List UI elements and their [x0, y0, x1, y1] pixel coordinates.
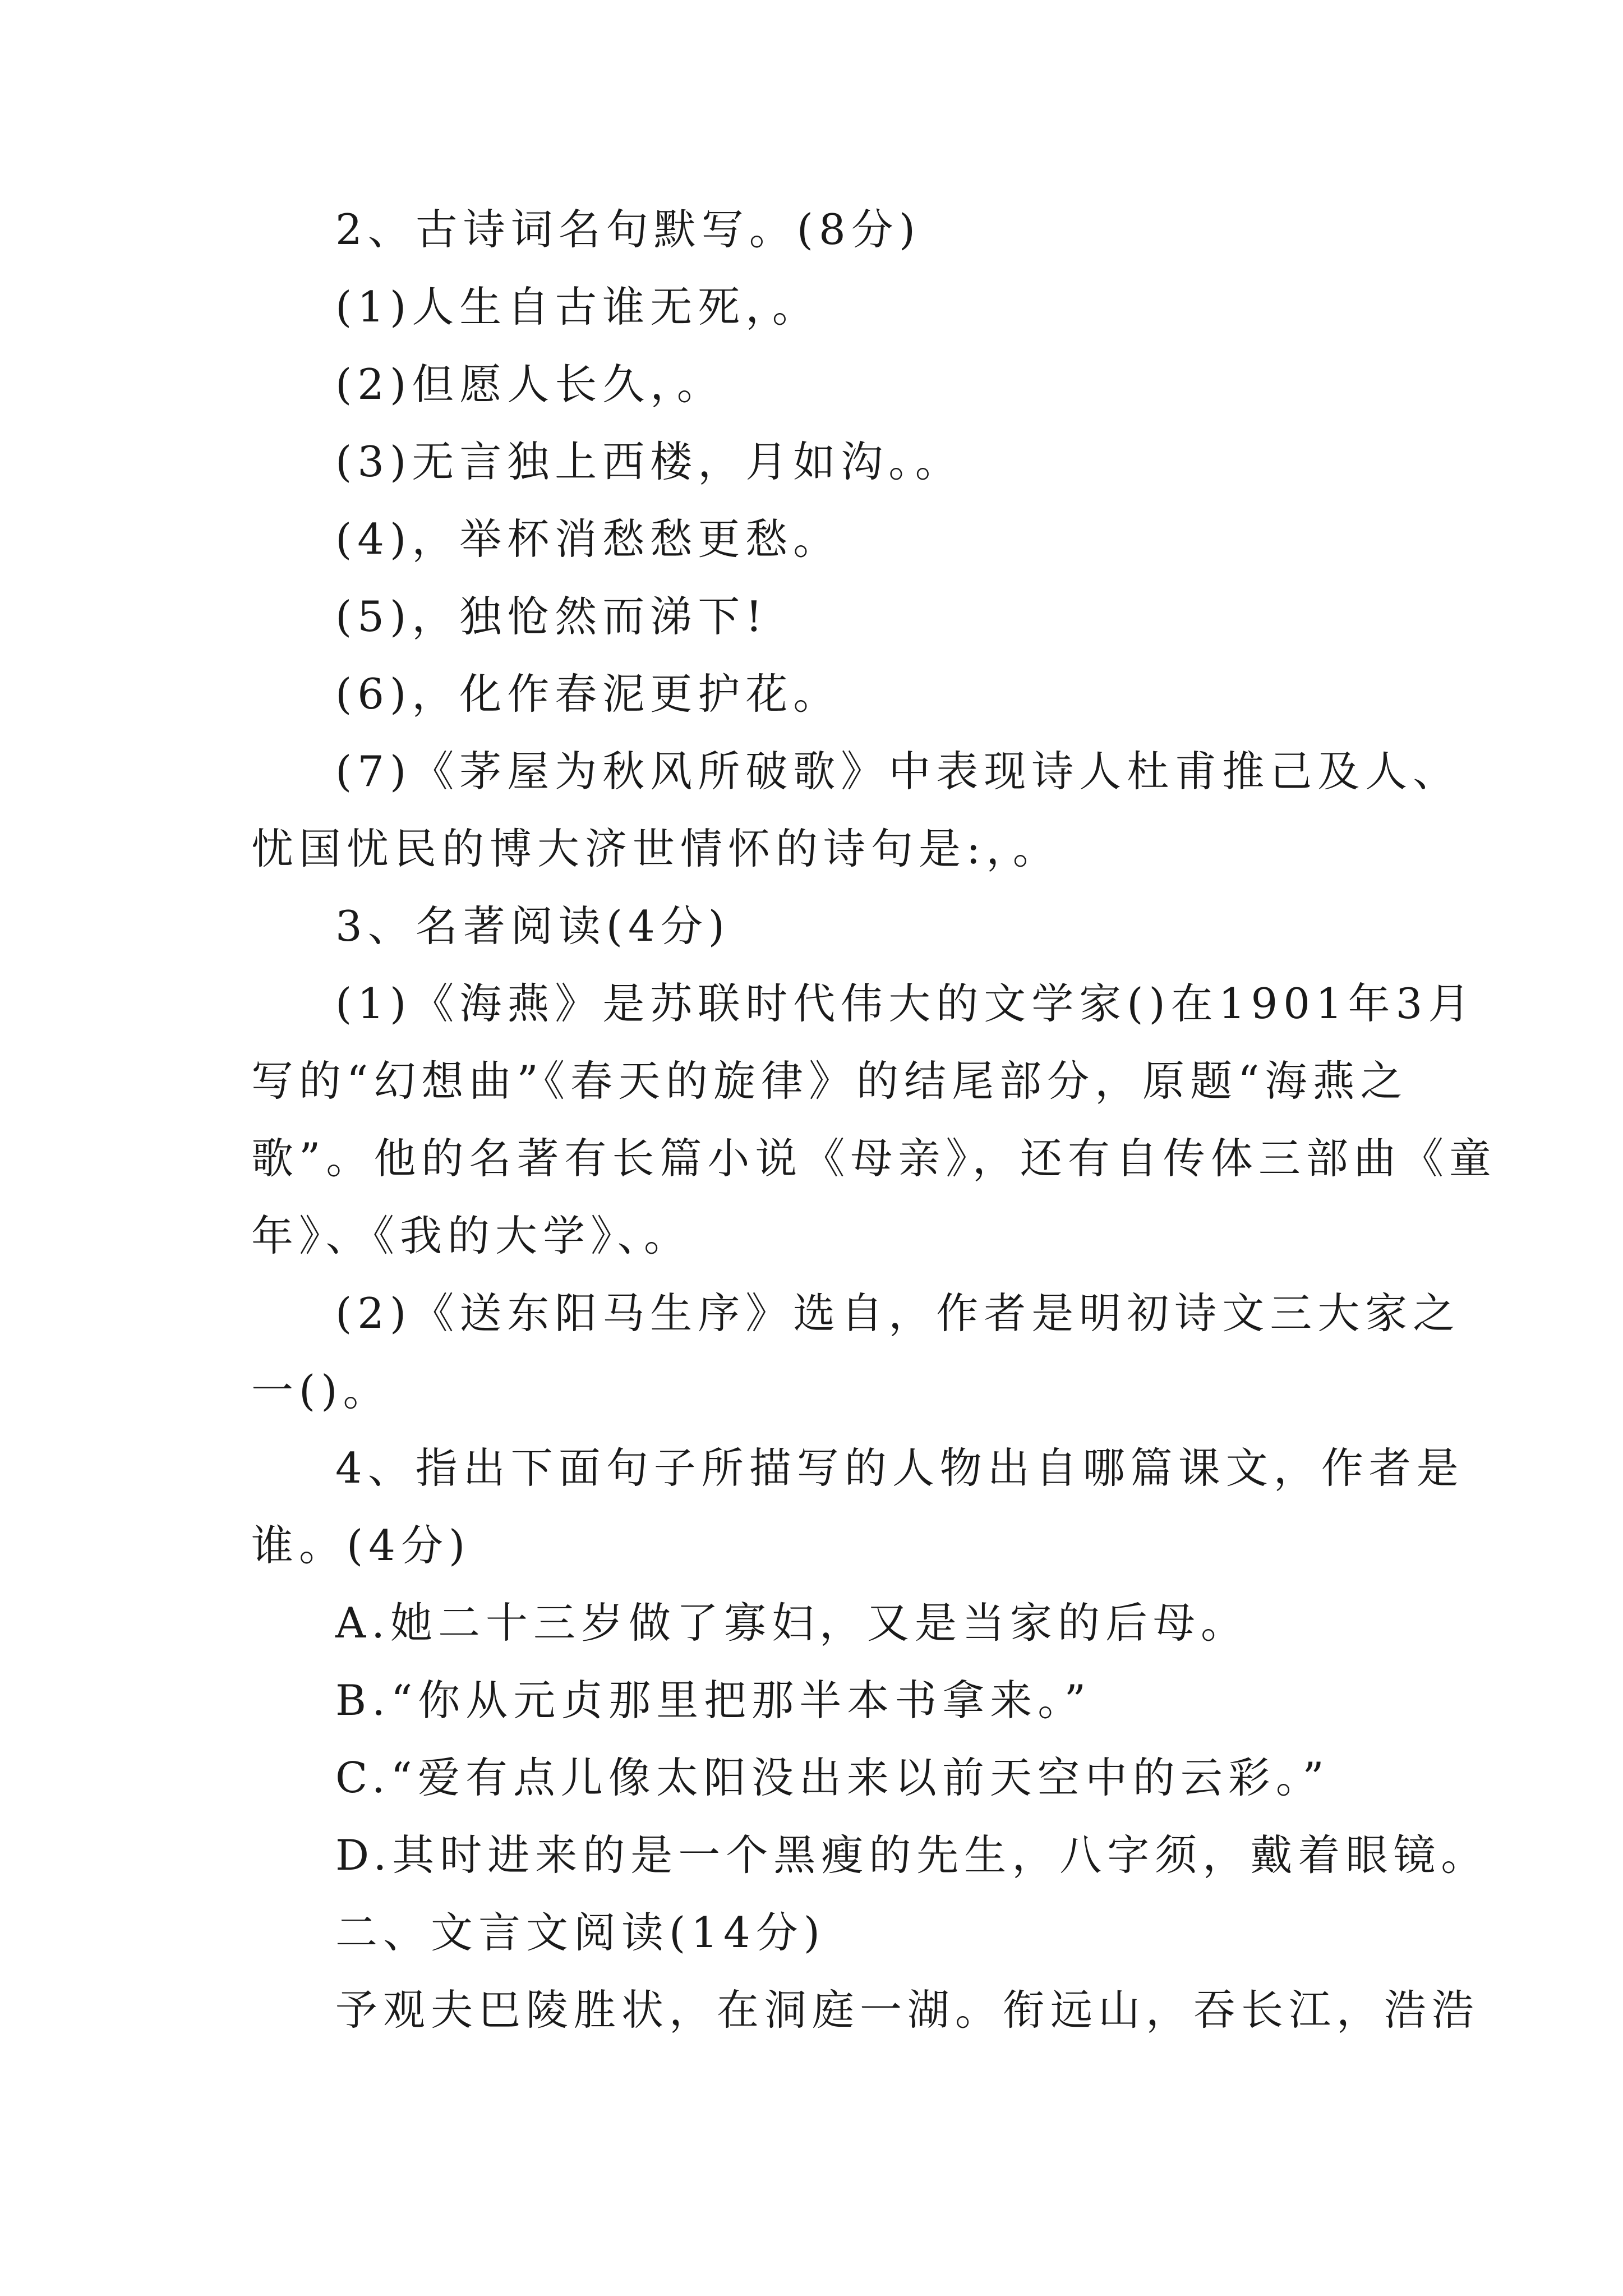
text-line: 写的“幻想曲”《春天的旋律》的结尾部分，原题“海燕之 — [251, 1056, 1408, 1106]
text-line: (1)《海燕》是苏联时代伟大的文学家()在1901年3月 — [335, 979, 1476, 1028]
text-line: 忧国忧民的博大济世情怀的诗句是:，。 — [251, 824, 1061, 873]
text-line: A.她二十三岁做了寡妇，又是当家的后母。 — [335, 1598, 1249, 1648]
text-line: 一()。 — [251, 1366, 391, 1415]
document-body — [251, 191, 1497, 2049]
text-line: (6)，化作春泥更护花。 — [335, 669, 841, 719]
text-line: 4、指出下面句子所描写的人物出自哪篇课文，作者是 — [335, 1443, 1464, 1493]
text-line: (7)《茅屋为秋风所破歌》中表现诗人杜甫推己及人、 — [335, 747, 1461, 796]
text-line: (1)人生自古谁无死，。 — [335, 282, 820, 332]
text-line: 歌”。他的名著有长篇小说《母亲》，还有自传体三部曲《童 — [251, 1134, 1497, 1183]
text-line: 谁。(4分) — [251, 1521, 471, 1570]
text-line: 3、名著阅读(4分) — [335, 901, 730, 951]
text-line: B.“你从元贞那里把那半本书拿来。” — [335, 1676, 1092, 1725]
text-line: 2、古诗词名句默写。(8分) — [335, 205, 921, 254]
text-line: (4)，举杯消愁愁更愁。 — [335, 514, 841, 564]
text-line: (2)《送东阳马生序》选自，作者是明初诗文三大家之 — [335, 1289, 1461, 1338]
text-line: (5)，独怆然而涕下! — [335, 592, 768, 641]
text-line: 年》、《我的大学》、。 — [251, 1211, 692, 1260]
text-line: (3)无言独上西楼，月如沟。。 — [335, 437, 963, 486]
text-line: 二、文言文阅读(14分) — [335, 1908, 826, 1957]
text-line: C.“爱有点儿像太阳没出来以前天空中的云彩。” — [335, 1753, 1330, 1802]
text-line: (2)但愿人长久，。 — [335, 360, 725, 409]
text-line: D.其时进来的是一个黑瘦的先生，八字须，戴着眼镜。 — [335, 1830, 1489, 1880]
text-line: 予观夫巴陵胜状，在洞庭一湖。衔远山，吞长江，浩浩 — [335, 1985, 1480, 2035]
